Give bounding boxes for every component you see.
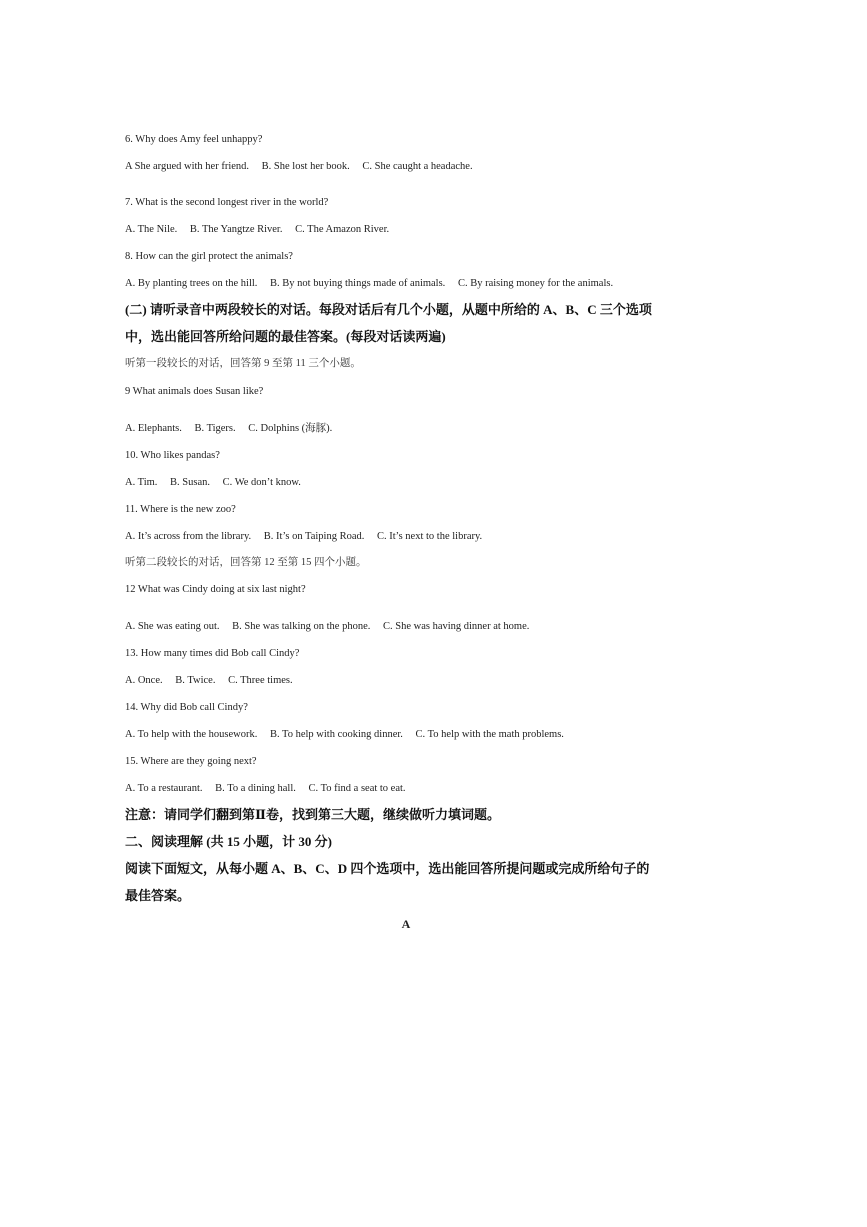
option: C. It’s next to the library.	[377, 531, 483, 542]
option: A. She was eating out.	[125, 621, 220, 632]
option: B. To help with cooking dinner.	[269, 729, 403, 740]
notice: 注意：请同学们翻到第Ⅱ卷，找到第三大题，继续做听力填词题。	[125, 807, 500, 822]
question-10-options	[125, 476, 311, 490]
part2-instruction-line1: 阅读下面短文，从每小题 A、B、C、D 四个选项中，选出能回答所提问题或完成所给句子的	[125, 861, 650, 876]
question-14-options	[125, 728, 574, 742]
option: B. By not buying things made of animals.	[270, 278, 446, 289]
option: B. She lost her book.	[261, 161, 350, 172]
dialog1-intro: 听第一段较长的对话，回答第 9 至第 11 三个小题。	[125, 358, 361, 369]
question-8: 8. How can the girl protect the animals?	[125, 251, 293, 262]
option: C. She was having dinner at home.	[382, 621, 530, 632]
option: A. To a restaurant.	[125, 783, 203, 794]
part2-instruction-line2: 最佳答案。	[125, 888, 191, 903]
option: A She argued with her friend.	[125, 161, 250, 172]
option: A. To help with the housework.	[125, 729, 258, 740]
question-13-options	[125, 674, 303, 688]
option: C. To help with the math problems.	[415, 729, 564, 740]
part2-title: 二、阅读理解 (共 15 小题，计 30 分)	[125, 834, 332, 849]
option: A. Elephants.	[125, 423, 182, 434]
option: B. To a dining hall.	[215, 783, 296, 794]
option: B. It’s on Taiping Road.	[263, 531, 365, 542]
option: A. It’s across from the library.	[125, 531, 252, 542]
option: B. Susan.	[170, 477, 210, 488]
question-6: 6. Why does Amy feel unhappy?	[125, 134, 263, 145]
section-heading-line1: (二) 请听录音中两段较长的对话。每段对话后有几个小题，从题中所给的 A、B、C 三个选项	[125, 302, 652, 317]
option: C. The Amazon River.	[295, 224, 390, 235]
question-12: 12 What was Cindy doing at six last night?	[125, 584, 306, 595]
question-7-options	[125, 223, 399, 237]
question-14: 14. Why did Bob call Cindy?	[125, 702, 248, 713]
question-15-options	[125, 782, 416, 796]
option: C. Dolphins (海豚).	[248, 423, 333, 434]
question-15: 15. Where are they going next?	[125, 756, 257, 767]
option: B. Tigers.	[194, 423, 236, 434]
section-heading-line2: 中，选出能回答所给问题的最佳答案。(每段对话读两遍)	[125, 329, 446, 344]
question-9-options	[125, 422, 342, 436]
option: B. She was talking on the phone.	[232, 621, 371, 632]
question-7: 7. What is the second longest river in the world?	[125, 197, 329, 208]
question-12-options	[125, 620, 539, 634]
option: C. We don’t know.	[222, 477, 301, 488]
option: C. To find a seat to eat.	[308, 783, 406, 794]
option: B. Twice.	[175, 675, 216, 686]
question-9: 9 What animals does Susan like?	[125, 386, 264, 397]
option: C. She caught a headache.	[362, 161, 473, 172]
question-11-options	[125, 530, 492, 544]
passage-label: A	[401, 917, 411, 931]
option: A. Once.	[125, 675, 163, 686]
option: C. Three times.	[228, 675, 293, 686]
question-10: 10. Who likes pandas?	[125, 450, 220, 461]
option: A. By planting trees on the hill.	[125, 278, 258, 289]
dialog2-intro: 听第二段较长的对话，回答第 12 至第 15 四个小题。	[125, 557, 367, 568]
option: A. Tim.	[125, 477, 158, 488]
question-13: 13. How many times did Bob call Cindy?	[125, 648, 300, 659]
question-6-options	[125, 160, 483, 174]
option: B. The Yangtze River.	[189, 224, 283, 235]
option: C. By raising money for the animals.	[457, 278, 614, 289]
question-11: 11. Where is the new zoo?	[125, 504, 236, 515]
question-8-options	[125, 277, 623, 291]
option: A. The Nile.	[125, 224, 178, 235]
